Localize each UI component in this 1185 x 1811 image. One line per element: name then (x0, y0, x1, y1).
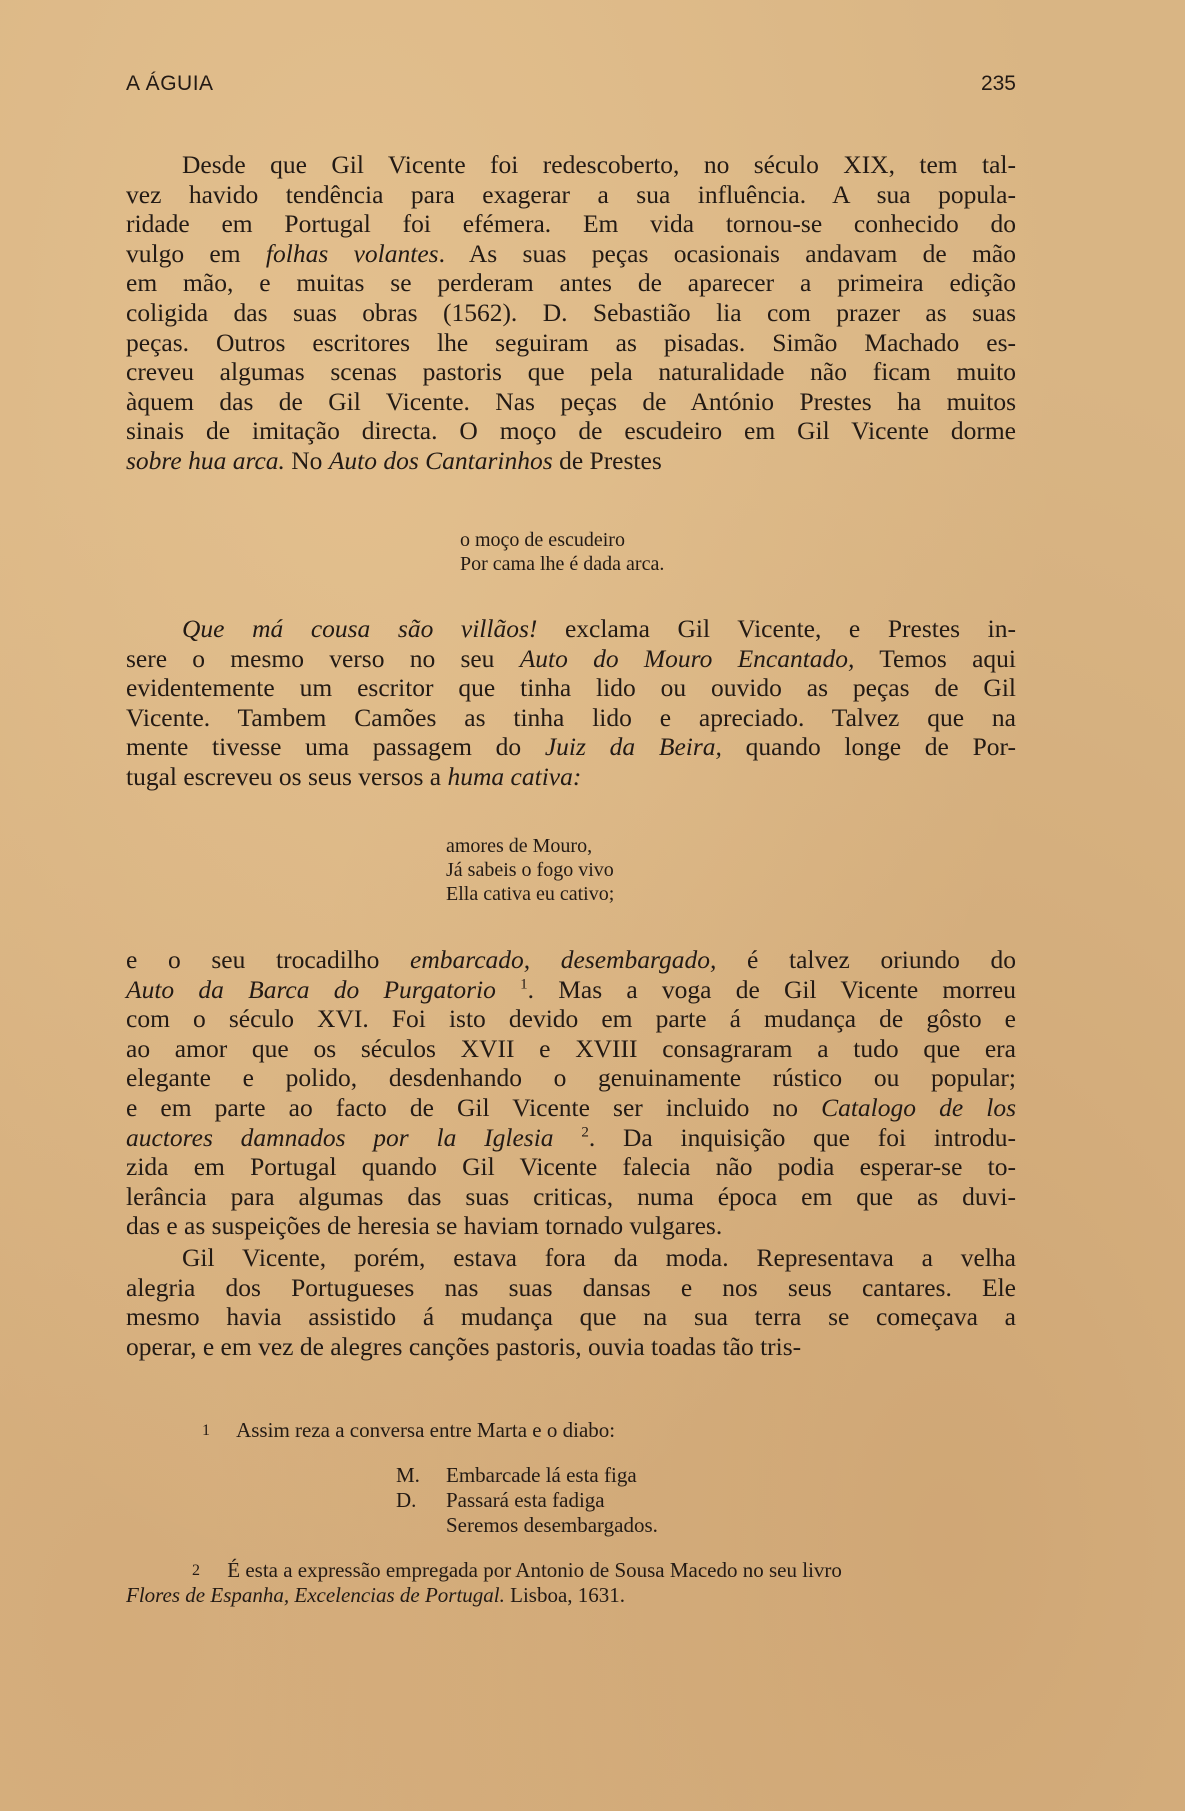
text-line: mesmo havia assistido á mudança que na sua terra se começava a (126, 1302, 1016, 1332)
footnote-1-number: 1 (202, 1422, 210, 1439)
paragraph-4 (126, 1243, 1016, 1361)
text-line: sobre hua arca. No Auto dos Cantarinhos de Prestes (126, 445, 662, 475)
text-line: peças. Outros escritores lhe seguiram as pisadas. Simão Machado es- (126, 327, 1016, 357)
text-line: coligida das suas obras (1562). D. Sebastião lia com prazer as suas (126, 297, 1016, 327)
text-line: ao amor que os séculos XVII e XVIII consagraram a tudo que era (126, 1033, 1016, 1063)
footnote-1-text: Assim reza a conversa entre Marta e o diabo: (236, 1418, 616, 1442)
dialogue-line (396, 1463, 1016, 1488)
footnote-2-number: 2 (192, 1562, 200, 1579)
dialogue-line (396, 1513, 1016, 1538)
text-line: alegria dos Portugueses nas suas dansas e nos seus cantares. Ele (126, 1272, 1016, 1302)
text-line: Gil Vicente, porém, estava fora da moda. Representava a velha (182, 1243, 1016, 1272)
text-line: creveu algumas scenas pastoris que pela naturalidade não ficam muito (126, 357, 1016, 387)
dialogue-text: Seremos desembargados. (446, 1513, 658, 1537)
italic-text: Auto dos Cantarinhos (328, 445, 553, 475)
paragraph-2 (126, 614, 1016, 792)
italic-text: Auto da Barca do Purgatorio (126, 974, 496, 1004)
page-number: 235 (980, 72, 1016, 95)
italic-text: huma cativa: (447, 761, 582, 791)
text-line: vez havido tendência para exagerar a sua influência. A sua popula- (126, 179, 1016, 209)
text-line: elegante e polido, desdenhando o genuinamente rústico ou popular; (126, 1063, 1016, 1093)
dialogue-speaker: M. (396, 1463, 420, 1487)
verse-line: o moço de escudeiro (460, 529, 625, 551)
text-line: sinais de imitação directa. O moço de escudeiro em Gil Vicente dorme (126, 416, 1016, 446)
verse-quote-1 (460, 528, 664, 576)
text-line: lerância para algumas das suas criticas, numa época em que as duvi- (126, 1181, 1016, 1211)
text-line: zida em Portugal quando Gil Vicente falecia não podia esperar-se to- (126, 1152, 1016, 1182)
dialogue-text: Passará esta fadiga (446, 1488, 605, 1512)
italic-text: folhas volantes (265, 238, 439, 268)
italic-text: Flores de Espanha, Excelencias de Portugal. (126, 1583, 505, 1607)
dialogue-text: Embarcade lá esta figa (446, 1463, 637, 1487)
text-line: Desde que Gil Vicente foi redescoberto, no século XIX, tem tal- (182, 150, 1016, 179)
text-line: sere o mesmo verso no seu Auto do Mouro Encantado, Temos aqui (126, 643, 1016, 673)
text-line: operar, e em vez de alegres canções pastoris, ouvia toadas tão tris- (126, 1331, 802, 1361)
footnote-2-text: É esta a expressão empregada por Antonio de Sousa Macedo no seu livro (227, 1558, 842, 1582)
italic-text: Que má cousa são villãos! (182, 614, 538, 643)
footnote-1 (126, 1418, 1016, 1443)
text-line: Que má cousa são villãos! exclama Gil Vicente, e Prestes in- (182, 614, 1016, 643)
text-line: Vicente. Tambem Camões as tinha lido e apreciado. Talvez que na (126, 702, 1016, 732)
text-line: ridade em Portugal foi efémera. Em vida tornou-se conhecido do (126, 209, 1016, 239)
verse-quote-2 (446, 834, 614, 906)
footnote-reference: 2 (581, 1124, 589, 1141)
footnote-reference: 1 (520, 976, 528, 993)
text-line: em mão, e muitas se perderam antes de aparecer a primeira edição (126, 268, 1016, 298)
footnote-1-dialogue (396, 1463, 1016, 1538)
dialogue-line (396, 1488, 1016, 1513)
italic-text: Juiz da Beira, (544, 732, 722, 762)
text-line: tugal escreveu os seus versos a huma cativa: (126, 761, 582, 791)
italic-text: embarcado, desembargado, (410, 945, 717, 974)
italic-text: sobre hua arca. (126, 445, 285, 475)
text-line: àquem das de Gil Vicente. Nas peças de António Prestes ha muitos (126, 386, 1016, 416)
text-line: com o século XVI. Foi isto devido em parte á mudança de gôsto e (126, 1004, 1016, 1034)
verse-line: amores de Mouro, (446, 835, 593, 857)
verse-line: Já sabeis o fogo vivo (446, 859, 614, 881)
text-line: e o seu trocadilho embarcado, desembargado, é talvez oriundo do (126, 945, 1016, 974)
verse-line: Por cama lhe é dada arca. (460, 553, 665, 575)
text-line: evidentemente um escritor que tinha lido ou ouvido as peças de Gil (126, 673, 1016, 703)
text-line: e em parte ao facto de Gil Vicente ser incluido no Catalogo de los (126, 1092, 1016, 1122)
text-line: vulgo em folhas volantes. As suas peças ocasionais andavam de mão (126, 238, 1016, 268)
footnotes (126, 1418, 1016, 1608)
footnote-2-citation: Flores de Espanha, Excelencias de Portugal. Lisboa, 1631. (126, 1583, 626, 1607)
footnote-2 (126, 1558, 1016, 1583)
italic-text: auctores damnados por la Iglesia (126, 1122, 554, 1152)
dialogue-speaker: D. (396, 1488, 417, 1512)
running-header (126, 72, 1016, 106)
verse-line: Ella cativa eu cativo; (446, 883, 615, 905)
italic-text: Auto do Mouro Encantado, (519, 643, 855, 673)
paragraph-3 (126, 945, 1016, 1241)
text-line: das e as suspeições de heresia se haviam tornado vulgares. (126, 1211, 723, 1241)
text-line: mente tivesse uma passagem do Juiz da Beira, quando longe de Por- (126, 732, 1017, 762)
italic-text: Catalogo de los (821, 1092, 1016, 1122)
paragraph-1 (126, 150, 1016, 476)
text-line: Auto da Barca do Purgatorio $^1$. Mas a voga de Gil Vicente morreu (126, 974, 1017, 1004)
text-line: auctores damnados por la Iglesia $^2$. Da inquisição que foi introdu- (126, 1122, 1016, 1152)
running-title: A ÁGUIA (126, 72, 214, 95)
